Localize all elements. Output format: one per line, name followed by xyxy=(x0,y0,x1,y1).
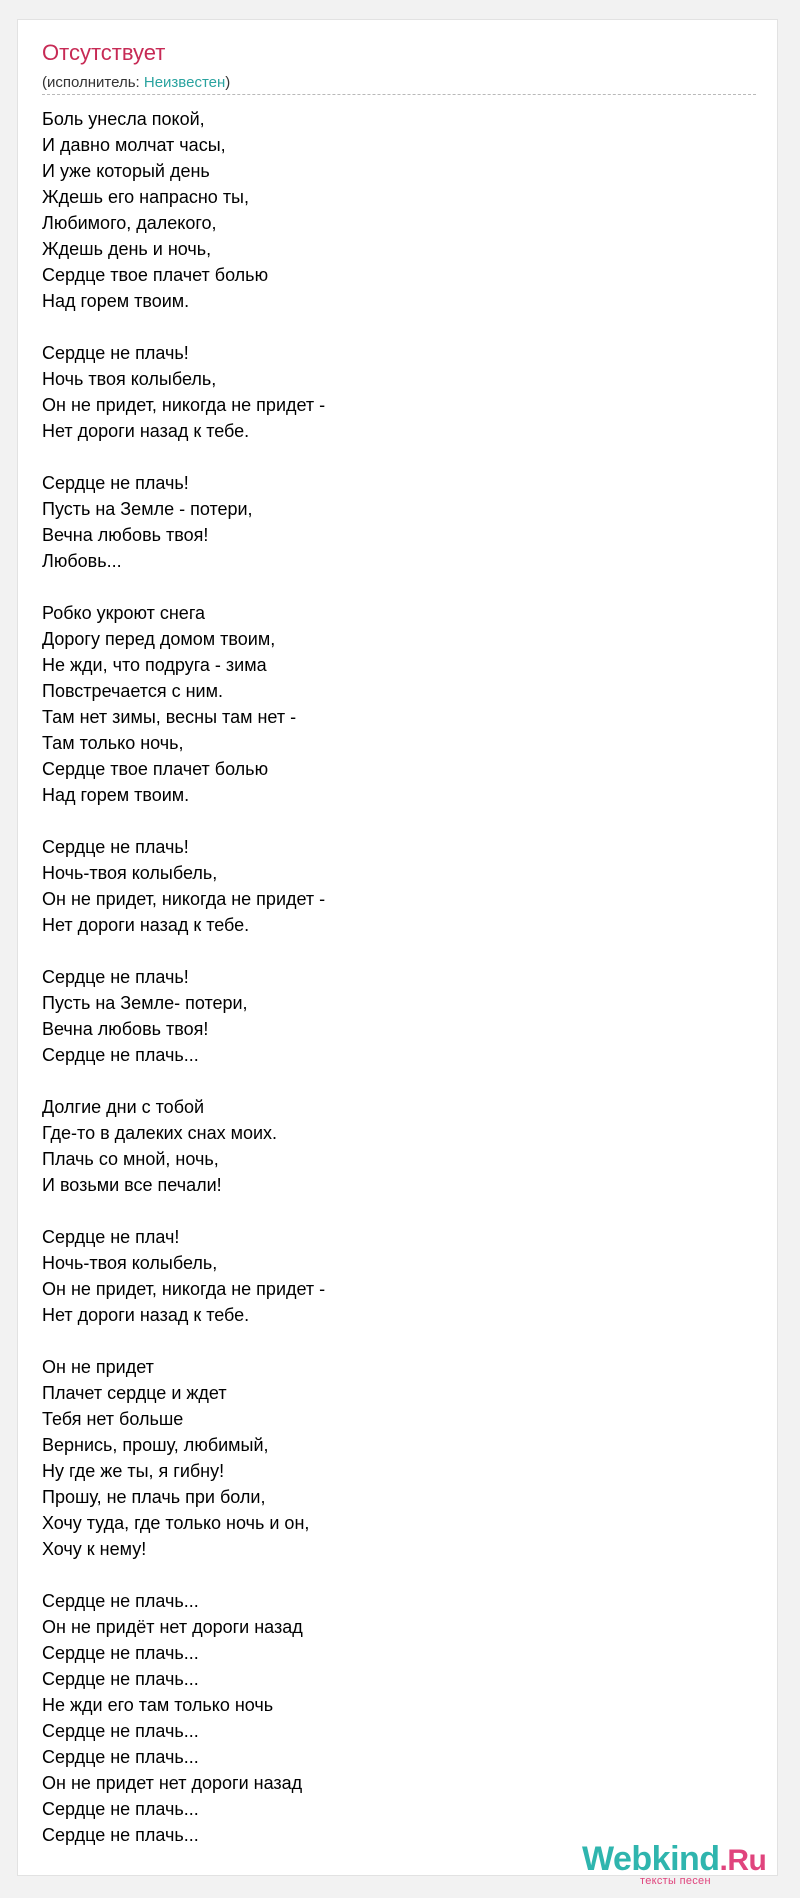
lyric-line: Ночь-твоя колыбель, xyxy=(42,863,218,883)
lyric-line: Вечна любовь твоя! xyxy=(42,1019,209,1039)
lyric-line: Не жди, что подруга - зима xyxy=(42,655,267,675)
watermark-tagline: тексты песен xyxy=(640,1875,711,1887)
lyric-line: И возьми все печали! xyxy=(42,1175,222,1195)
artist-link[interactable]: Неизвестен xyxy=(143,74,226,91)
lyric-line: Плачь со мной, ночь, xyxy=(42,1149,219,1169)
stanza-break xyxy=(42,1328,682,1354)
watermark-logo xyxy=(582,1842,766,1876)
lyric-line: Над горем твоим. xyxy=(42,291,190,311)
lyric-line: Пусть на Земле- потери, xyxy=(42,993,248,1013)
artist-line xyxy=(42,74,230,92)
webkind-watermark xyxy=(582,1842,772,1894)
lyric-line: Пусть на Земле - потери, xyxy=(42,499,253,519)
lyric-line: Любовь... xyxy=(42,551,122,571)
lyric-line: Плачет сердце и ждет xyxy=(42,1383,227,1403)
lyric-line: Сердце не плачь... xyxy=(42,1045,199,1065)
lyric-line: Сердце не плачь... xyxy=(42,1799,199,1819)
stanza-break xyxy=(42,1198,682,1224)
lyric-line: Хочу туда, где только ночь и он, xyxy=(42,1513,310,1533)
lyric-line: Дорогу перед домом твоим, xyxy=(42,629,276,649)
lyric-line: Сердце твое плачет болью xyxy=(42,759,269,779)
lyric-line: Нет дороги назад к тебе. xyxy=(42,1305,250,1325)
lyric-line: Сердце не плачь... xyxy=(42,1825,199,1845)
lyric-line: Он не придет, никогда не придет - xyxy=(42,889,326,909)
lyric-line: Повстречается с ним. xyxy=(42,681,223,701)
lyric-line: Сердце не плачь... xyxy=(42,1721,199,1741)
lyric-line: Ждешь день и ночь, xyxy=(42,239,212,259)
lyric-line: Любимого, далекого, xyxy=(42,213,217,233)
lyric-line: Он не придет, никогда не придет - xyxy=(42,395,326,415)
lyric-line: Хочу к нему! xyxy=(42,1539,147,1559)
lyric-line: Сердце не плачь... xyxy=(42,1591,199,1611)
stanza-break xyxy=(42,1068,682,1094)
lyric-line: Сердце не плачь! xyxy=(42,837,189,857)
lyric-line: Сердце не плачь... xyxy=(42,1669,199,1689)
lyric-line: Ночь-твоя колыбель, xyxy=(42,1253,218,1273)
lyric-line: Сердце не плачь! xyxy=(42,473,189,493)
lyric-line: Он не придет нет дороги назад xyxy=(42,1773,303,1793)
artist-prefix: (исполнитель: xyxy=(42,74,144,91)
lyric-line: Ночь твоя колыбель, xyxy=(42,369,217,389)
lyric-line: Долгие дни с тобой xyxy=(42,1097,205,1117)
watermark-brand: Webkind xyxy=(582,1840,720,1878)
lyric-line: И давно молчат часы, xyxy=(42,135,226,155)
lyric-line: Сердце не плач! xyxy=(42,1227,180,1247)
lyric-line: Он не придет, никогда не придет - xyxy=(42,1279,326,1299)
lyric-line: Не жди его там только ночь xyxy=(42,1695,274,1715)
stanza-break xyxy=(42,314,682,340)
stanza-break xyxy=(42,1562,682,1588)
lyric-line: Вечна любовь твоя! xyxy=(42,525,209,545)
lyric-line: Сердце не плачь... xyxy=(42,1643,199,1663)
lyrics-text xyxy=(42,106,682,1848)
lyric-line: Прошу, не плачь при боли, xyxy=(42,1487,266,1507)
lyric-line: Боль унесла покой, xyxy=(42,109,205,129)
lyric-line: Он не придёт нет дороги назад xyxy=(42,1617,303,1637)
lyric-line: Сердце не плачь... xyxy=(42,1747,199,1767)
lyrics-card xyxy=(17,19,778,1876)
lyric-line: Над горем твоим. xyxy=(42,785,190,805)
lyric-line: Нет дороги назад к тебе. xyxy=(42,915,250,935)
lyric-line: Вернись, прошу, любимый, xyxy=(42,1435,269,1455)
song-title: Отсутствует xyxy=(42,40,166,65)
lyric-line: Сердце твое плачет болью xyxy=(42,265,269,285)
watermark-tld: .Ru xyxy=(719,1844,767,1877)
lyric-line: Нет дороги назад к тебе. xyxy=(42,421,250,441)
lyric-line: Он не придет xyxy=(42,1357,154,1377)
stanza-break xyxy=(42,574,682,600)
lyric-line: Сердце не плачь! xyxy=(42,967,189,987)
stanza-break xyxy=(42,808,682,834)
lyric-line: Ну где же ты, я гибну! xyxy=(42,1461,225,1481)
lyric-line: Там только ночь, xyxy=(42,733,184,753)
lyric-line: Ждешь его напрасно ты, xyxy=(42,187,249,207)
title-divider xyxy=(42,94,756,95)
stanza-break xyxy=(42,444,682,470)
lyric-line: Робко укроют снега xyxy=(42,603,206,623)
lyric-line: Тебя нет больше xyxy=(42,1409,184,1429)
lyric-line: И уже который день xyxy=(42,161,210,181)
lyric-line: Где-то в далеких снах моих. xyxy=(42,1123,278,1143)
lyric-line: Сердце не плачь! xyxy=(42,343,189,363)
artist-suffix: ) xyxy=(225,74,231,91)
stanza-break xyxy=(42,938,682,964)
lyric-line: Там нет зимы, весны там нет - xyxy=(42,707,297,727)
